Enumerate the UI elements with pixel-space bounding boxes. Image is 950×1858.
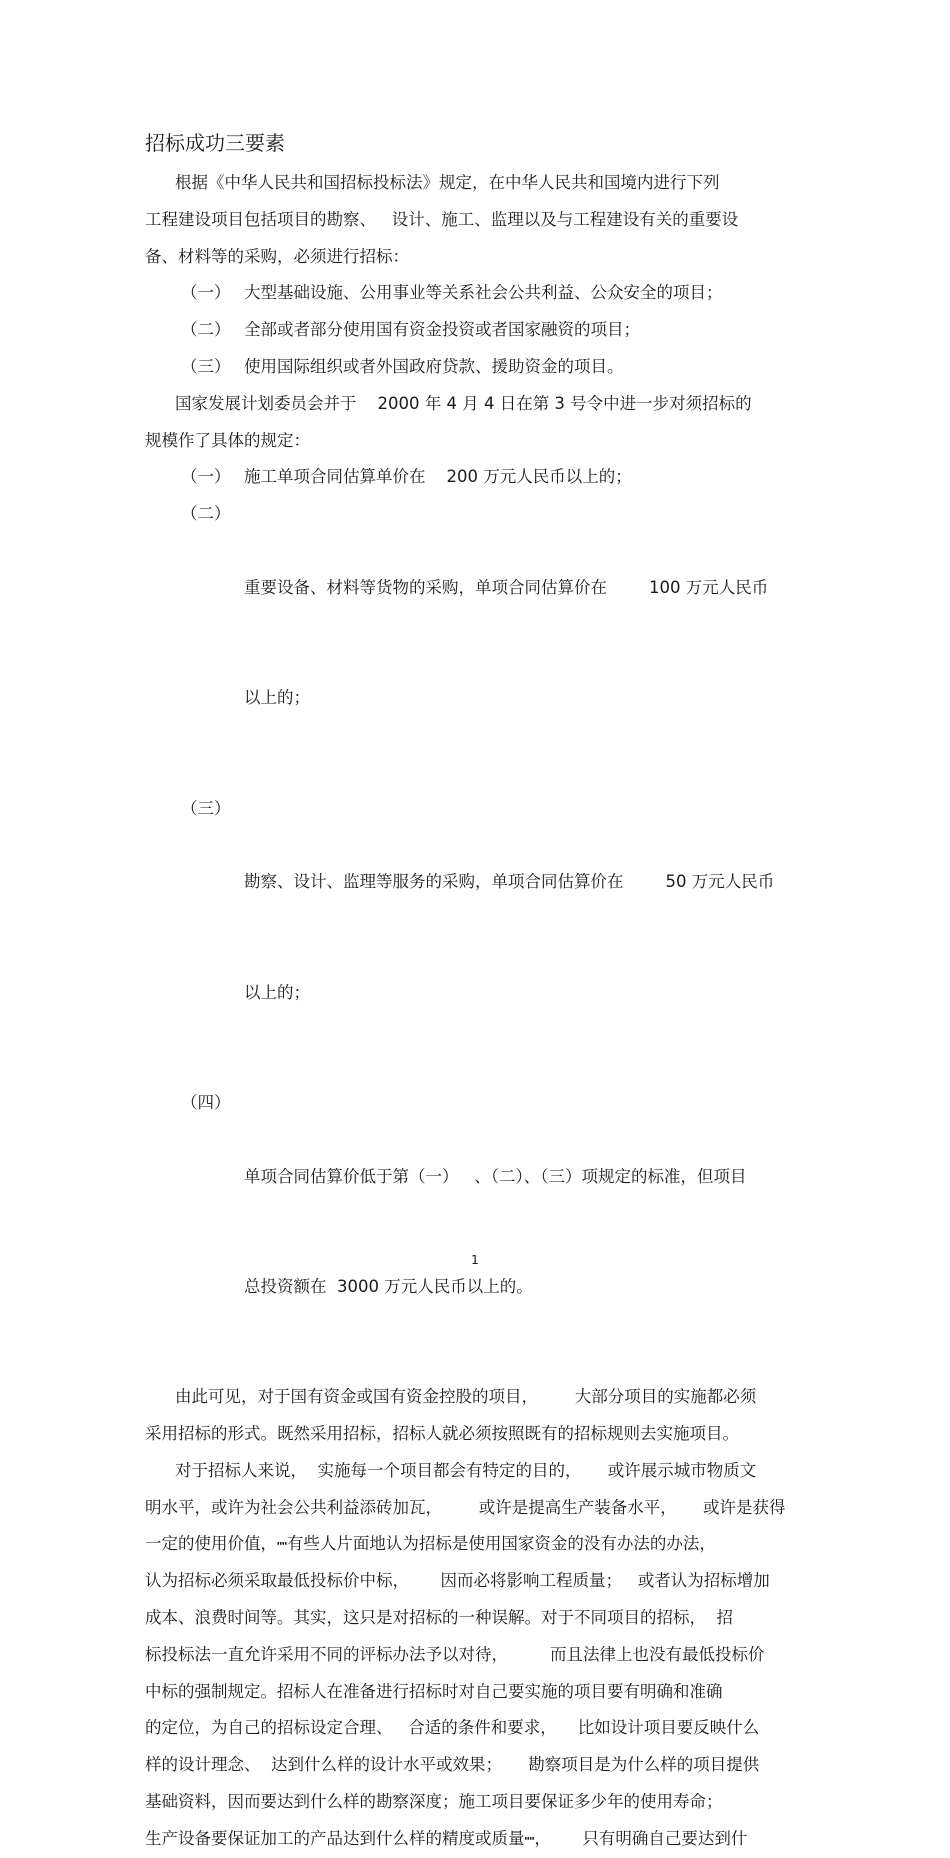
list-projects — [145, 275, 805, 385]
list-item-text: 总投资额在 3000 万元人民币以上的。 — [244, 1276, 533, 1296]
paragraph-line: 规模作了具体的规定： — [145, 430, 310, 450]
list-item — [145, 496, 805, 790]
list-marker: （二） — [181, 320, 231, 340]
list-marker: （三） — [181, 798, 231, 818]
list-marker: （一） — [181, 283, 231, 303]
list-item-text: 以上的； — [244, 688, 310, 708]
list-item — [145, 275, 805, 312]
paragraph-3 — [145, 1379, 805, 1453]
list-marker: （一） — [181, 467, 231, 487]
list-item-text: 大型基础设施、公用事业等关系社会公共利益、公众安全的项目； — [244, 283, 723, 303]
paragraph-2 — [145, 386, 805, 460]
list-item — [145, 1085, 805, 1379]
paragraph-line: 一定的使用价值，┉有些人片面地认为招标是使用国家资金的没有办法的办法， — [145, 1534, 716, 1554]
paragraph-4 — [145, 1453, 805, 1858]
paragraph-line: 中标的强制规定。招标人在准备进行招标时对自己要实施的项目要有明确和准确 — [145, 1681, 723, 1701]
list-item-text: 使用国际组织或者外国政府贷款、援助资金的项目。 — [244, 356, 624, 376]
list-item-text: 单项合同估算价低于第（一） 、（二）、（三）项规定的标准，但项目 — [244, 1166, 747, 1186]
list-marker: （二） — [181, 504, 231, 524]
list-item-text: 以上的； — [244, 982, 310, 1002]
list-scale — [145, 459, 805, 1379]
paragraph-1 — [145, 165, 805, 275]
paragraph-line: 由此可见，对于国有资金或国有资金控股的项目， 大部分项目的实施都必须 — [175, 1387, 757, 1407]
list-item — [145, 312, 805, 349]
list-marker: （四） — [181, 1092, 231, 1112]
paragraph-line: 样的设计理念、 达到什么样的设计水平或效果； 勘察项目是为什么样的项目提供 — [145, 1755, 760, 1775]
paragraph-line: 明水平，或许为社会公共利益添砖加瓦， 或许是提高生产装备水平， 或许是获得 — [145, 1497, 786, 1517]
document-body — [145, 121, 805, 1858]
list-item — [145, 791, 805, 1085]
paragraph-line: 工程建设项目包括项目的勘察、 设计、施工、监理以及与工程建设有关的重要设 — [145, 209, 739, 229]
list-marker: （三） — [181, 356, 231, 376]
paragraph-line: 标投标法一直允许采用不同的评标办法予以对待， 而且法律上也没有最低投标价 — [145, 1644, 765, 1664]
list-item — [145, 459, 805, 496]
document-title: 招标成功三要素 — [145, 131, 285, 155]
paragraph-line: 对于招标人来说， 实施每一个项目都会有特定的目的， 或许展示城市物质文 — [175, 1460, 757, 1480]
paragraph-line: 基础资料，因而要达到什么样的勘察深度；施工项目要保证多少年的使用寿命； — [145, 1792, 723, 1812]
page-number: 1 — [471, 1253, 479, 1267]
paragraph-line: 成本、浪费时间等。其实，这只是对招标的一种误解。对于不同项目的招标， 招 — [145, 1608, 733, 1628]
paragraph-line: 国家发展计划委员会并于 2000 年 4 月 4 日在第 3 号令中进一步对须招标的 — [175, 393, 752, 413]
paragraph-line: 的定位，为自己的招标设定合理、 合适的条件和要求， 比如设计项目要反映什么 — [145, 1718, 760, 1738]
list-item-text: 勘察、设计、监理等服务的采购，单项合同估算价在 50 万元人民币 — [244, 872, 775, 892]
paragraph-line: 采用招标的形式。既然采用招标，招标人就必须按照既有的招标规则去实施项目。 — [145, 1424, 739, 1444]
list-item-text: 施工单项合同估算单价在 200 万元人民币以上的； — [244, 467, 632, 487]
paragraph-line: 认为招标必须采取最低投标价中标， 因而必将影响工程质量； 或者认为招标增加 — [145, 1571, 770, 1591]
list-item — [145, 349, 805, 386]
paragraph-line: 生产设备要保证加工的产品达到什么样的精度或质量┉， 只有明确自己要达到什 — [145, 1828, 748, 1848]
list-item-text: 重要设备、材料等货物的采购，单项合同估算价在 100 万元人民币 — [244, 577, 769, 597]
paragraph-line: 备、材料等的采购，必须进行招标： — [145, 246, 409, 266]
paragraph-line: 根据《中华人民共和国招标投标法》规定，在中华人民共和国境内进行下列 — [175, 173, 720, 192]
list-item-text: 全部或者部分使用国有资金投资或者国家融资的项目； — [244, 320, 640, 340]
